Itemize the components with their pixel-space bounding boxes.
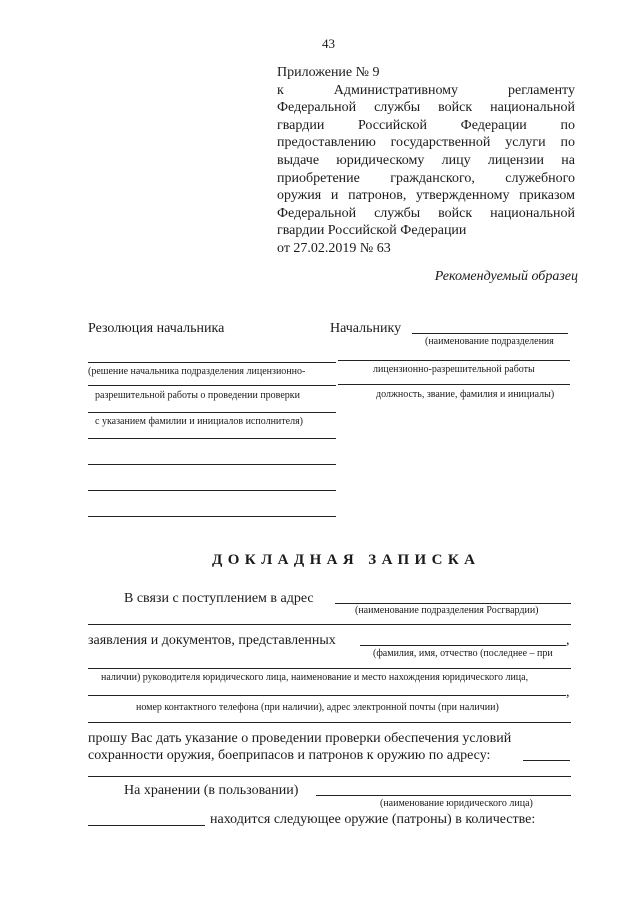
- body-text: В связи с поступлением в адрес: [124, 591, 314, 606]
- annex-line: гвардии Российской Федерации по: [277, 117, 575, 133]
- annex-line: Федеральной службы войск национальной: [277, 205, 575, 221]
- resolution-line: [88, 438, 336, 439]
- resolution-hint: разрешительной работы о проведении проверки: [95, 390, 300, 401]
- punctuation: ,: [566, 685, 570, 700]
- resolution-line: [88, 464, 336, 465]
- addressee-hint: должность, звание, фамилия и инициалы): [376, 389, 555, 400]
- resolution-heading: Резолюция начальника: [88, 321, 225, 336]
- annex-line: оружия и патронов, утвержденному приказом: [277, 188, 575, 204]
- page-number: 43: [322, 36, 335, 51]
- fill-line: [316, 795, 571, 796]
- addressee-line: [338, 384, 570, 385]
- recommended-sample: Рекомендуемый образец: [434, 269, 578, 284]
- addressee-label: Начальнику: [330, 321, 402, 336]
- field-hint: (фамилия, имя, отчество (последнее – при: [373, 648, 553, 659]
- addressee-hint: лицензионно-разрешительной работы: [373, 364, 535, 375]
- annex-line: Приложение № 9: [277, 65, 380, 80]
- resolution-hint: с указанием фамилии и инициалов исполнителя): [95, 416, 304, 427]
- annex-line: от 27.02.2019 № 63: [277, 240, 391, 256]
- body-text: находится следующее оружие (патроны) в количестве:: [210, 812, 536, 827]
- resolution-hint: (решение начальника подразделения лицензионно-: [88, 366, 306, 377]
- fill-line: [360, 645, 566, 646]
- fill-line: [88, 776, 571, 777]
- body-text: На хранении (в пользовании): [124, 783, 299, 798]
- punctuation: ,: [566, 633, 570, 648]
- resolution-line: [88, 362, 336, 363]
- field-hint: наличии) руководителя юридического лица, наименование и место нахождения юридического лица,: [101, 672, 529, 683]
- addressee-line: [338, 360, 570, 361]
- annex-line: выдаче юридическому лицу лицензии на: [277, 152, 575, 168]
- fill-line: [88, 668, 571, 669]
- addressee-hint: (наименование подразделения: [425, 336, 554, 347]
- fill-line: [88, 825, 205, 826]
- annex-line: приобретение гражданского, служебного: [277, 170, 575, 186]
- resolution-line: [88, 490, 336, 491]
- fill-line: [88, 695, 566, 696]
- field-hint: (наименование подразделения Росгвардии): [355, 605, 539, 616]
- annex-header: [277, 64, 575, 258]
- annex-line: Федеральной службы войск национальной: [277, 100, 575, 116]
- document-title: ДОКЛАДНАЯ ЗАПИСКА: [212, 552, 481, 568]
- resolution-line: [88, 385, 336, 386]
- addressee-line: [412, 333, 568, 334]
- fill-line: [335, 603, 571, 604]
- fill-line: [88, 722, 571, 723]
- annex-line: гвардии Российской Федерации: [277, 223, 467, 239]
- fill-line: [88, 624, 571, 625]
- body-text: сохранности оружия, боеприпасов и патронов к оружию по адресу:: [88, 748, 491, 763]
- body-text: прошу Вас дать указание о проведении проверки обеспечения условий: [88, 731, 512, 746]
- annex-line: к Административному регламенту: [277, 82, 575, 98]
- field-hint: (наименование юридического лица): [380, 798, 533, 809]
- fill-line: [523, 760, 570, 761]
- resolution-line: [88, 412, 336, 413]
- resolution-line: [88, 516, 336, 517]
- field-hint: номер контактного телефона (при наличии), адрес электронной почты (при наличии): [136, 702, 499, 713]
- annex-line: предоставлению государственной услуги по: [277, 135, 575, 151]
- body-text: заявления и документов, представленных: [88, 633, 336, 648]
